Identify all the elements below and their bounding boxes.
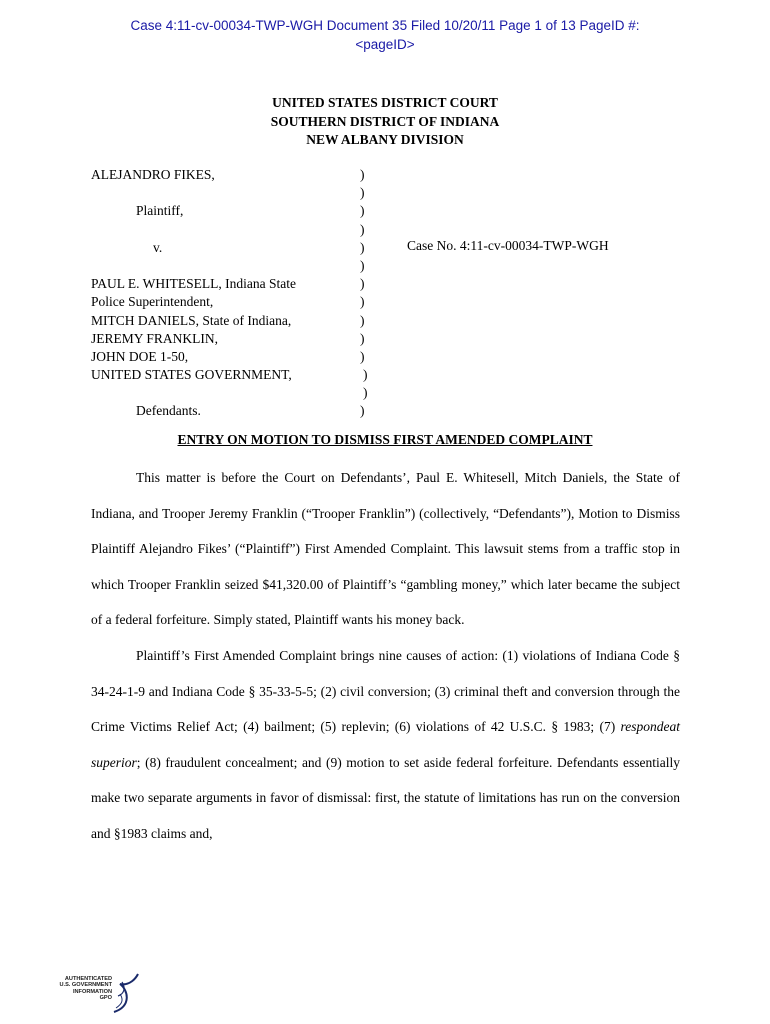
defendants-role: Defendants. [136,403,201,419]
caption-paren: ) [360,185,365,201]
gpo-logo-text: AUTHENTICATED U.S. GOVERNMENT INFORMATION GPO [59,976,112,1002]
caption-paren: ) [360,348,365,364]
court-district: SOUTHERN DISTRICT OF INDIANA [270,113,500,129]
defendant-line: PAUL E. WHITESELL, Indiana State [91,276,296,292]
paragraph-2-end: ; (8) fraudulent concealment; and (9) motion to set aside federal forfeiture. Defendants essentially make two separate arguments in favor of dismissal: first, the statute of limitations has run on the conversion and §1983 claims and, [91,754,680,841]
body-text [91,460,680,852]
caption-paren: ) [360,294,365,310]
case-caption-parties [91,166,361,421]
plaintiff-role: Plaintiff, [136,203,184,219]
paragraph-1: This matter is before the Court on Defendants’, Paul E. Whitesell, Mitch Daniels, the State of Indiana, and Trooper Jeremy Franklin (“Trooper Franklin”) (collectively, “Defendants”), Motion to Dismiss Plaintiff Alejandro Fikes’ (“Plaintiff”) First Amended Complaint. This lawsuit stems from a traffic stop in which Trooper Franklin seized $41,320.00 of Plaintiff’s “gambling money,” which later became the subject of a federal forfeiture. Simply stated, Plaintiff wants his money back. [91,470,680,628]
caption-paren: ) [360,257,365,273]
paragraph-2-start: Plaintiff’s First Amended Complaint brings nine causes of action: (1) violations of Indiana Code § 34-24-1-9 and Indiana Code § 35-33-5-5; (2) civil conversion; (3) criminal theft and conversion through the Crime Victims Relief Act; (4) bailment; (5) replevin; (6) violations of 42 U.S.C. § 1983; (7) [91,647,680,735]
paragraph-2-italic: respondeat superior [91,719,680,770]
caption-paren: ) [360,312,365,328]
header-case-line: Case 4:11-cv-00034-TWP-WGH Document 35 Filed 10/20/11 Page 1 of 13 PageID #: [130,18,640,33]
caption-paren: ) [360,221,365,237]
caption-paren: ) [360,330,365,346]
defendant-line: MITCH DANIELS, State of Indiana, [91,312,292,328]
case-number: Case No. 4:11-cv-00034-TWP-WGH [407,238,609,253]
caption-paren: ) [360,203,365,219]
caption-paren: ) [363,385,368,401]
defendant-line: JEREMY FRANKLIN, [91,330,219,346]
court-heading [0,94,770,150]
caption-paren: ) [360,239,365,255]
defendant-line: Police Superintendent, [91,294,214,310]
defendant-line: UNITED STATES GOVERNMENT, [91,367,292,383]
caption-parentheses [360,166,374,421]
caption-paren: ) [360,276,365,292]
entry-title: ENTRY ON MOTION TO DISMISS FIRST AMENDED COMPLAINT [177,432,593,447]
caption-paren: ) [363,367,368,383]
court-name: UNITED STATES DISTRICT COURT [272,95,498,110]
header-pageid-line: <pageID> [355,37,415,52]
plaintiff-name: ALEJANDRO FIKES, [91,167,215,182]
defendant-line: JOHN DOE 1-50, [91,348,189,364]
caption-paren: ) [360,403,365,419]
gpo-authenticated-logo [40,972,140,1014]
versus: v. [153,239,163,255]
court-division: NEW ALBANY DIVISION [306,132,464,147]
paragraph-2 [91,638,680,852]
eagle-icon [40,972,140,1014]
page-header [0,16,770,54]
caption-paren: ) [360,167,365,182]
